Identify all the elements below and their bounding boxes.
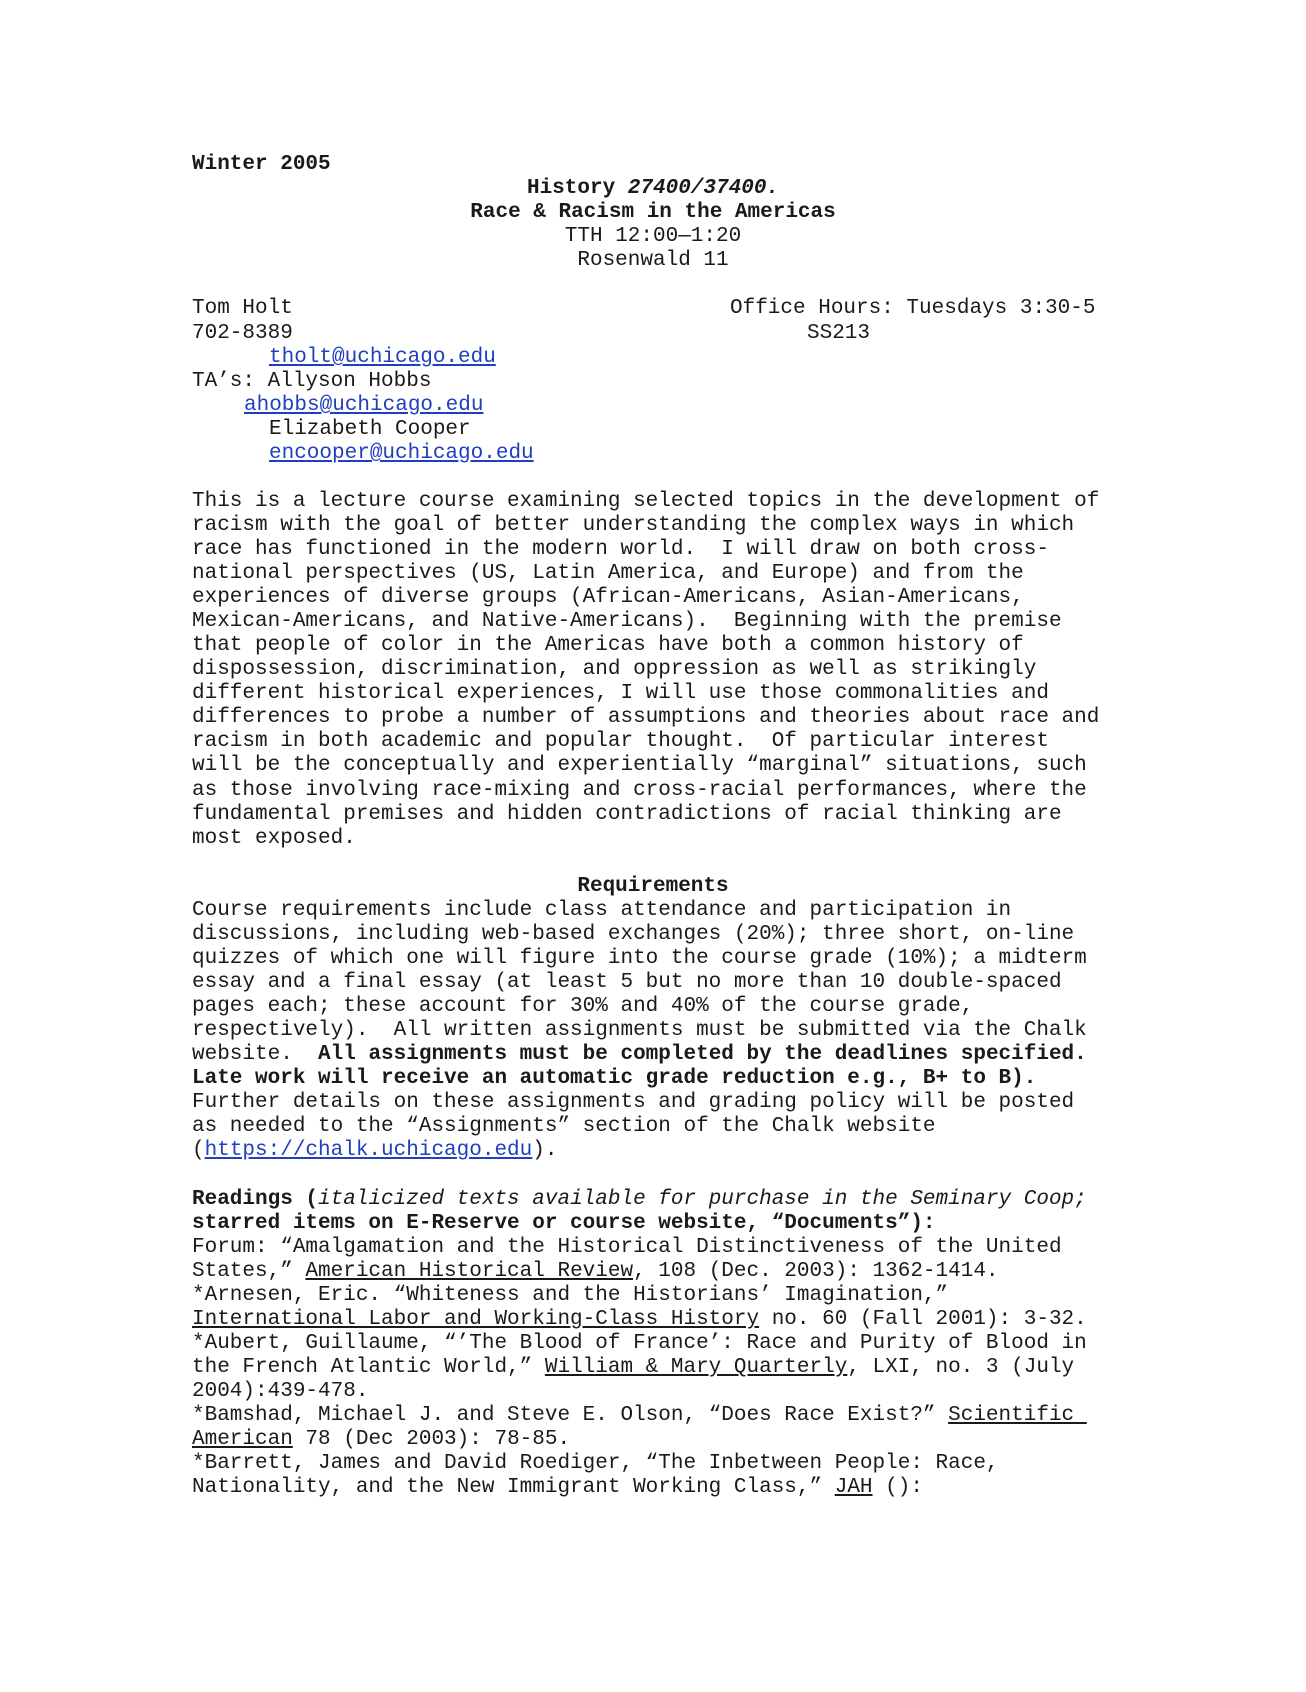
journal-title: JAH xyxy=(834,1476,873,1499)
journal-title: American Historical Review xyxy=(305,1260,634,1283)
course-title: Race & Racism in the Americas xyxy=(470,201,836,224)
course-number: 27400/37400. xyxy=(627,177,780,200)
late-work-policy: Late work will receive an automatic grade reduction e.g., B+ to B). xyxy=(192,1067,1037,1090)
schedule: TTH 12:00—1:20 xyxy=(564,225,742,248)
room: Rosenwald 11 xyxy=(577,249,729,272)
office-room: SS213 xyxy=(807,322,871,345)
reading-item: Forum: “Amalgamation and the Historical Distinctiveness of the United xyxy=(192,1236,1062,1259)
chalk-website-link[interactable]: https://chalk.uchicago.edu xyxy=(204,1139,533,1162)
journal-title: William & Mary Quarterly xyxy=(544,1356,848,1379)
ta-label: TA’s: Allyson Hobbs xyxy=(192,370,432,393)
deadline-policy: All assignments must be completed by the deadlines specified. xyxy=(318,1043,1087,1066)
instructor-email-link[interactable]: tholt@uchicago.edu xyxy=(269,346,496,369)
requirements-heading: Requirements xyxy=(577,875,729,898)
term: Winter 2005 xyxy=(192,153,331,176)
journal-title: American xyxy=(192,1428,293,1451)
instructor-name: Tom Holt xyxy=(192,297,293,320)
reading-item: *Bamshad, Michael J. and Steve E. Olson, “Does Race Exist?” Scientific xyxy=(192,1404,1087,1427)
office-hours: Office Hours: Tuesdays 3:30-5 xyxy=(730,297,1096,320)
syllabus-page: Winter 2005 History 27400/37400. Race & Racism in the Americas TTH 12:00—1:20 Rosenwald 11 Tom Holt Office Hours: Tuesdays 3:30-5 702-8389 SS213 tholt@uchicago.edu TA’s: Allyson Hobbs ahobbs@uchicago.edu Elizabeth Cooper encooper@uchicago.edu This is a lecture course examining selected topics in the development of racism with the goal of better understanding the complex ways in which race has functioned in the modern world. I will draw on both cross- national perspectives (US, Latin America, and Europe) and from the experiences of diverse groups (African-Americans, Asian-Americans, Mexican-Americans, and Native-Americans). Beginning with the premise that people of color in the Americas have both a common history of dispossession, discrimination, and oppression as well as strikingly different historical experiences, I will use those commonalities and differences to probe a number of assumptions and theories about race and racism in both academic and popular thought. Of particular interest will be the conceptually and experientially “marginal” situations, such as those involving race-mixing and cross-racial performances, where the fundamental premises and hidden contradictions of racial thinking are most exposed. Requirements Course requirements include class attendance and participation in discussions, including web-based exchanges (20%); three short, on-line quizzes of which one will figure into the course grade (10%); a midterm essay and a final essay (at least 5 but no more than 10 double-spaced pages each; these account for 30% and 40% of the course grade, respectively). All written assignments must be submitted via the Chalk website. All assignments must be completed by the deadlines specified. Late work will receive an automatic grade reduction e.g., B+ to B). Further details on these assignments and grading policy will be posted as needed to the “Assignments” section of the Chalk website (https://chalk.uchicago.edu). Readings (italicized texts available for purchase in the Seminary Coop; starred items on E-Reserve or course website, “Documents”): Forum: “Amalgamation and the Historical Distinctiveness of the United States,” American Historical Review, 108 (Dec. 2003): 1362-1414. *Arnesen, Eric. “Whiteness and the Historians’ Imagination,” International Labor and Working-Class History no. 60 (Fall 2001): 3-32. *Aubert, Guillaume, “’The Blood of France’: Race and Purity of Blood in the French Atlantic World,” William & Mary Quarterly, LXI, no. 3 (July 2004):439-478. *Bamshad, Michael J. and Steve E. Olson, “Does Race Exist?” Scientific American 78 (Dec 2003): 78-85. *Barrett, James and David Roediger, “The Inbetween People: Race, Nationality, and the New Immigrant Working Class,” JAH (): xyxy=(0,0,1306,1692)
journal-title: International Labor and Working-Class History xyxy=(192,1308,760,1331)
ta2-email-link[interactable]: encooper@uchicago.edu xyxy=(269,442,534,465)
reading-item: *Aubert, Guillaume, “’The Blood of France’: Race and Purity of Blood in xyxy=(192,1332,1087,1355)
ta1-email-link[interactable]: ahobbs@uchicago.edu xyxy=(244,394,484,417)
readings-heading: Readings (italicized texts available for purchase in the Seminary Coop; xyxy=(192,1188,1087,1211)
readings-heading-line2: starred items on E-Reserve or course website, “Documents”): xyxy=(192,1212,936,1235)
ta2-name: Elizabeth Cooper xyxy=(269,418,471,441)
reading-item: *Barrett, James and David Roediger, “The Inbetween People: Race, xyxy=(192,1452,999,1475)
journal-title: Scientific xyxy=(948,1404,1087,1427)
instructor-phone: 702-8389 xyxy=(192,322,293,345)
reading-item: *Arnesen, Eric. “Whiteness and the Historians’ Imagination,” xyxy=(192,1284,949,1307)
course-number-line: History 27400/37400. xyxy=(526,177,780,200)
